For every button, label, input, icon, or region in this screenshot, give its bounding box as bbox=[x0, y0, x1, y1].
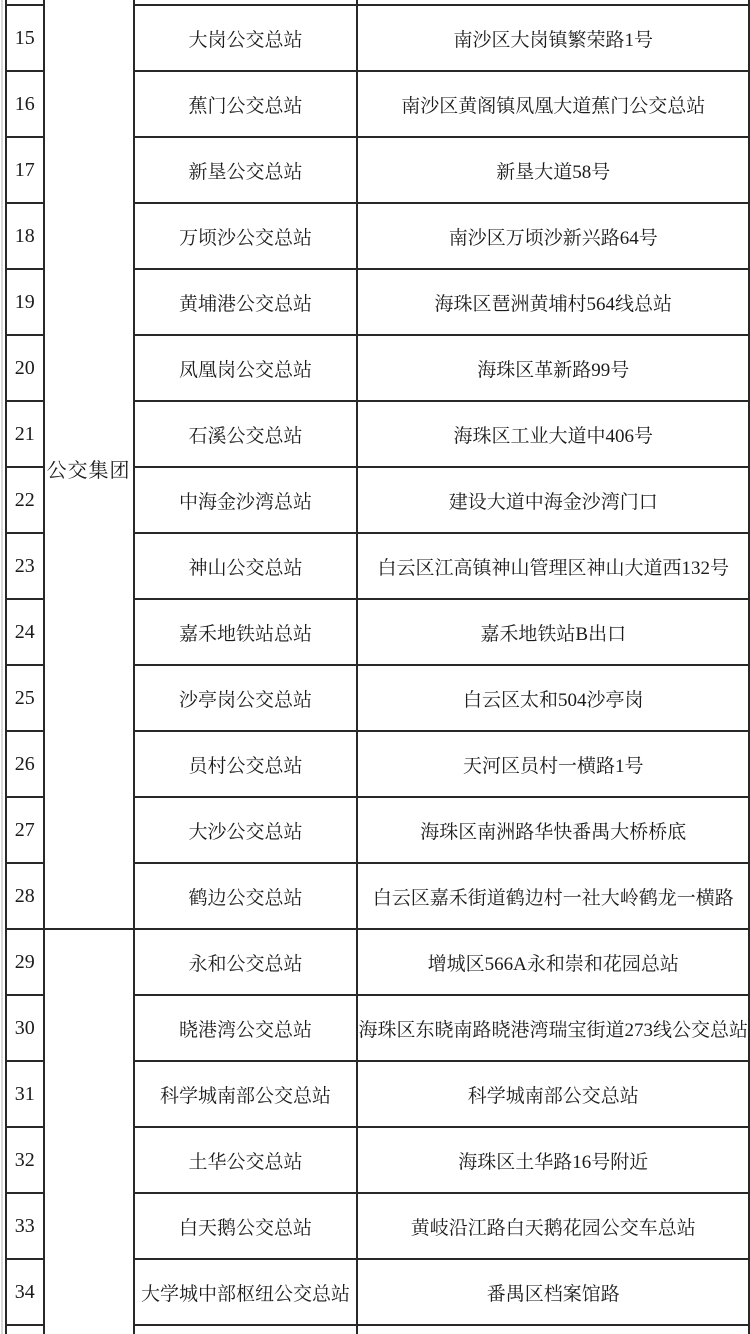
address-cell: 白云区太和504沙亭岗 bbox=[357, 665, 749, 731]
station-name-cell: 鹤边公交总站 bbox=[134, 863, 358, 929]
group-cell-bus-group bbox=[44, 0, 134, 929]
row-number-cell: 15 bbox=[6, 5, 44, 71]
row-number-cell: 17 bbox=[6, 137, 44, 203]
row-number-cell: 21 bbox=[6, 401, 44, 467]
station-name-cell: 白天鹅公交总站 bbox=[134, 1193, 358, 1259]
address-cell bbox=[357, 1325, 749, 1334]
row-number-cell: 31 bbox=[6, 1061, 44, 1127]
row-number-cell: 18 bbox=[6, 203, 44, 269]
address-cell: 南沙区万顷沙新兴路64号 bbox=[357, 203, 749, 269]
address-cell: 海珠区东晓南路晓港湾瑞宝街道273线公交总站 bbox=[357, 995, 749, 1061]
group-label: 公交集团 bbox=[46, 459, 131, 482]
station-name-cell: 晓港湾公交总站 bbox=[134, 995, 358, 1061]
address-cell: 建设大道中海金沙湾门口 bbox=[357, 467, 749, 533]
address-cell: 番禺区档案馆路 bbox=[357, 1259, 749, 1325]
row-number-cell: 23 bbox=[6, 533, 44, 599]
address-cell: 新垦大道58号 bbox=[357, 137, 749, 203]
row-number-cell bbox=[6, 1325, 44, 1334]
address-cell: 白云区嘉禾街道鹤边村一社大岭鹤龙一横路 bbox=[357, 863, 749, 929]
station-name-cell: 土华公交总站 bbox=[134, 1127, 358, 1193]
address-cell: 南沙区大岗镇繁荣路1号 bbox=[357, 5, 749, 71]
station-name-cell: 中海金沙湾总站 bbox=[134, 467, 358, 533]
station-name-cell: 科学城南部公交总站 bbox=[134, 1061, 358, 1127]
row-number-cell: 20 bbox=[6, 335, 44, 401]
address-cell: 海珠区南洲路华快番禺大桥桥底 bbox=[357, 797, 749, 863]
row-number-cell: 19 bbox=[6, 269, 44, 335]
address-cell: 嘉禾地铁站B出口 bbox=[357, 599, 749, 665]
page-edge-line bbox=[1, 0, 3, 1334]
address-cell: 海珠区革新路99号 bbox=[357, 335, 749, 401]
station-name-cell: 新垦公交总站 bbox=[134, 137, 358, 203]
row-number-cell: 25 bbox=[6, 665, 44, 731]
row-number-cell: 30 bbox=[6, 995, 44, 1061]
row-number-cell: 27 bbox=[6, 797, 44, 863]
station-name-cell: 沙亭岗公交总站 bbox=[134, 665, 358, 731]
table-row bbox=[6, 929, 749, 995]
station-name-cell: 凤凰岗公交总站 bbox=[134, 335, 358, 401]
address-cell: 海珠区工业大道中406号 bbox=[357, 401, 749, 467]
address-cell: 科学城南部公交总站 bbox=[357, 1061, 749, 1127]
station-name-cell: 蕉门公交总站 bbox=[134, 71, 358, 137]
address-cell: 海珠区土华路16号附近 bbox=[357, 1127, 749, 1193]
station-name-cell: 黄埔港公交总站 bbox=[134, 269, 358, 335]
station-name-cell: 大沙公交总站 bbox=[134, 797, 358, 863]
address-cell: 天河区员村一横路1号 bbox=[357, 731, 749, 797]
row-number-cell: 34 bbox=[6, 1259, 44, 1325]
address-cell: 黄岐沿江路白天鹅花园公交车总站 bbox=[357, 1193, 749, 1259]
row-number-cell: 24 bbox=[6, 599, 44, 665]
row-number-cell: 28 bbox=[6, 863, 44, 929]
station-name-cell: 神山公交总站 bbox=[134, 533, 358, 599]
address-cell: 增城区566A永和崇和花园总站 bbox=[357, 929, 749, 995]
station-name-cell: 石溪公交总站 bbox=[134, 401, 358, 467]
bus-terminal-table bbox=[5, 0, 750, 1334]
station-name-cell: 永和公交总站 bbox=[134, 929, 358, 995]
row-number-cell: 33 bbox=[6, 1193, 44, 1259]
row-number-cell: 16 bbox=[6, 71, 44, 137]
station-name-cell: 万顷沙公交总站 bbox=[134, 203, 358, 269]
group-cell-lower bbox=[44, 929, 134, 1334]
station-name-cell: 嘉禾地铁站总站 bbox=[134, 599, 358, 665]
row-number-cell: 26 bbox=[6, 731, 44, 797]
address-cell: 南沙区黄阁镇凤凰大道蕉门公交总站 bbox=[357, 71, 749, 137]
bus-terminal-table-body bbox=[6, 0, 749, 1334]
row-number-cell: 29 bbox=[6, 929, 44, 995]
station-name-cell: 大岗公交总站 bbox=[134, 5, 358, 71]
station-name-cell: 员村公交总站 bbox=[134, 731, 358, 797]
address-cell: 白云区江高镇神山管理区神山大道西132号 bbox=[357, 533, 749, 599]
address-cell: 海珠区琶洲黄埔村564线总站 bbox=[357, 269, 749, 335]
row-number-cell: 22 bbox=[6, 467, 44, 533]
station-name-cell: 大学城中部枢纽公交总站 bbox=[134, 1259, 358, 1325]
station-name-cell bbox=[134, 1325, 358, 1334]
row-number-cell: 32 bbox=[6, 1127, 44, 1193]
